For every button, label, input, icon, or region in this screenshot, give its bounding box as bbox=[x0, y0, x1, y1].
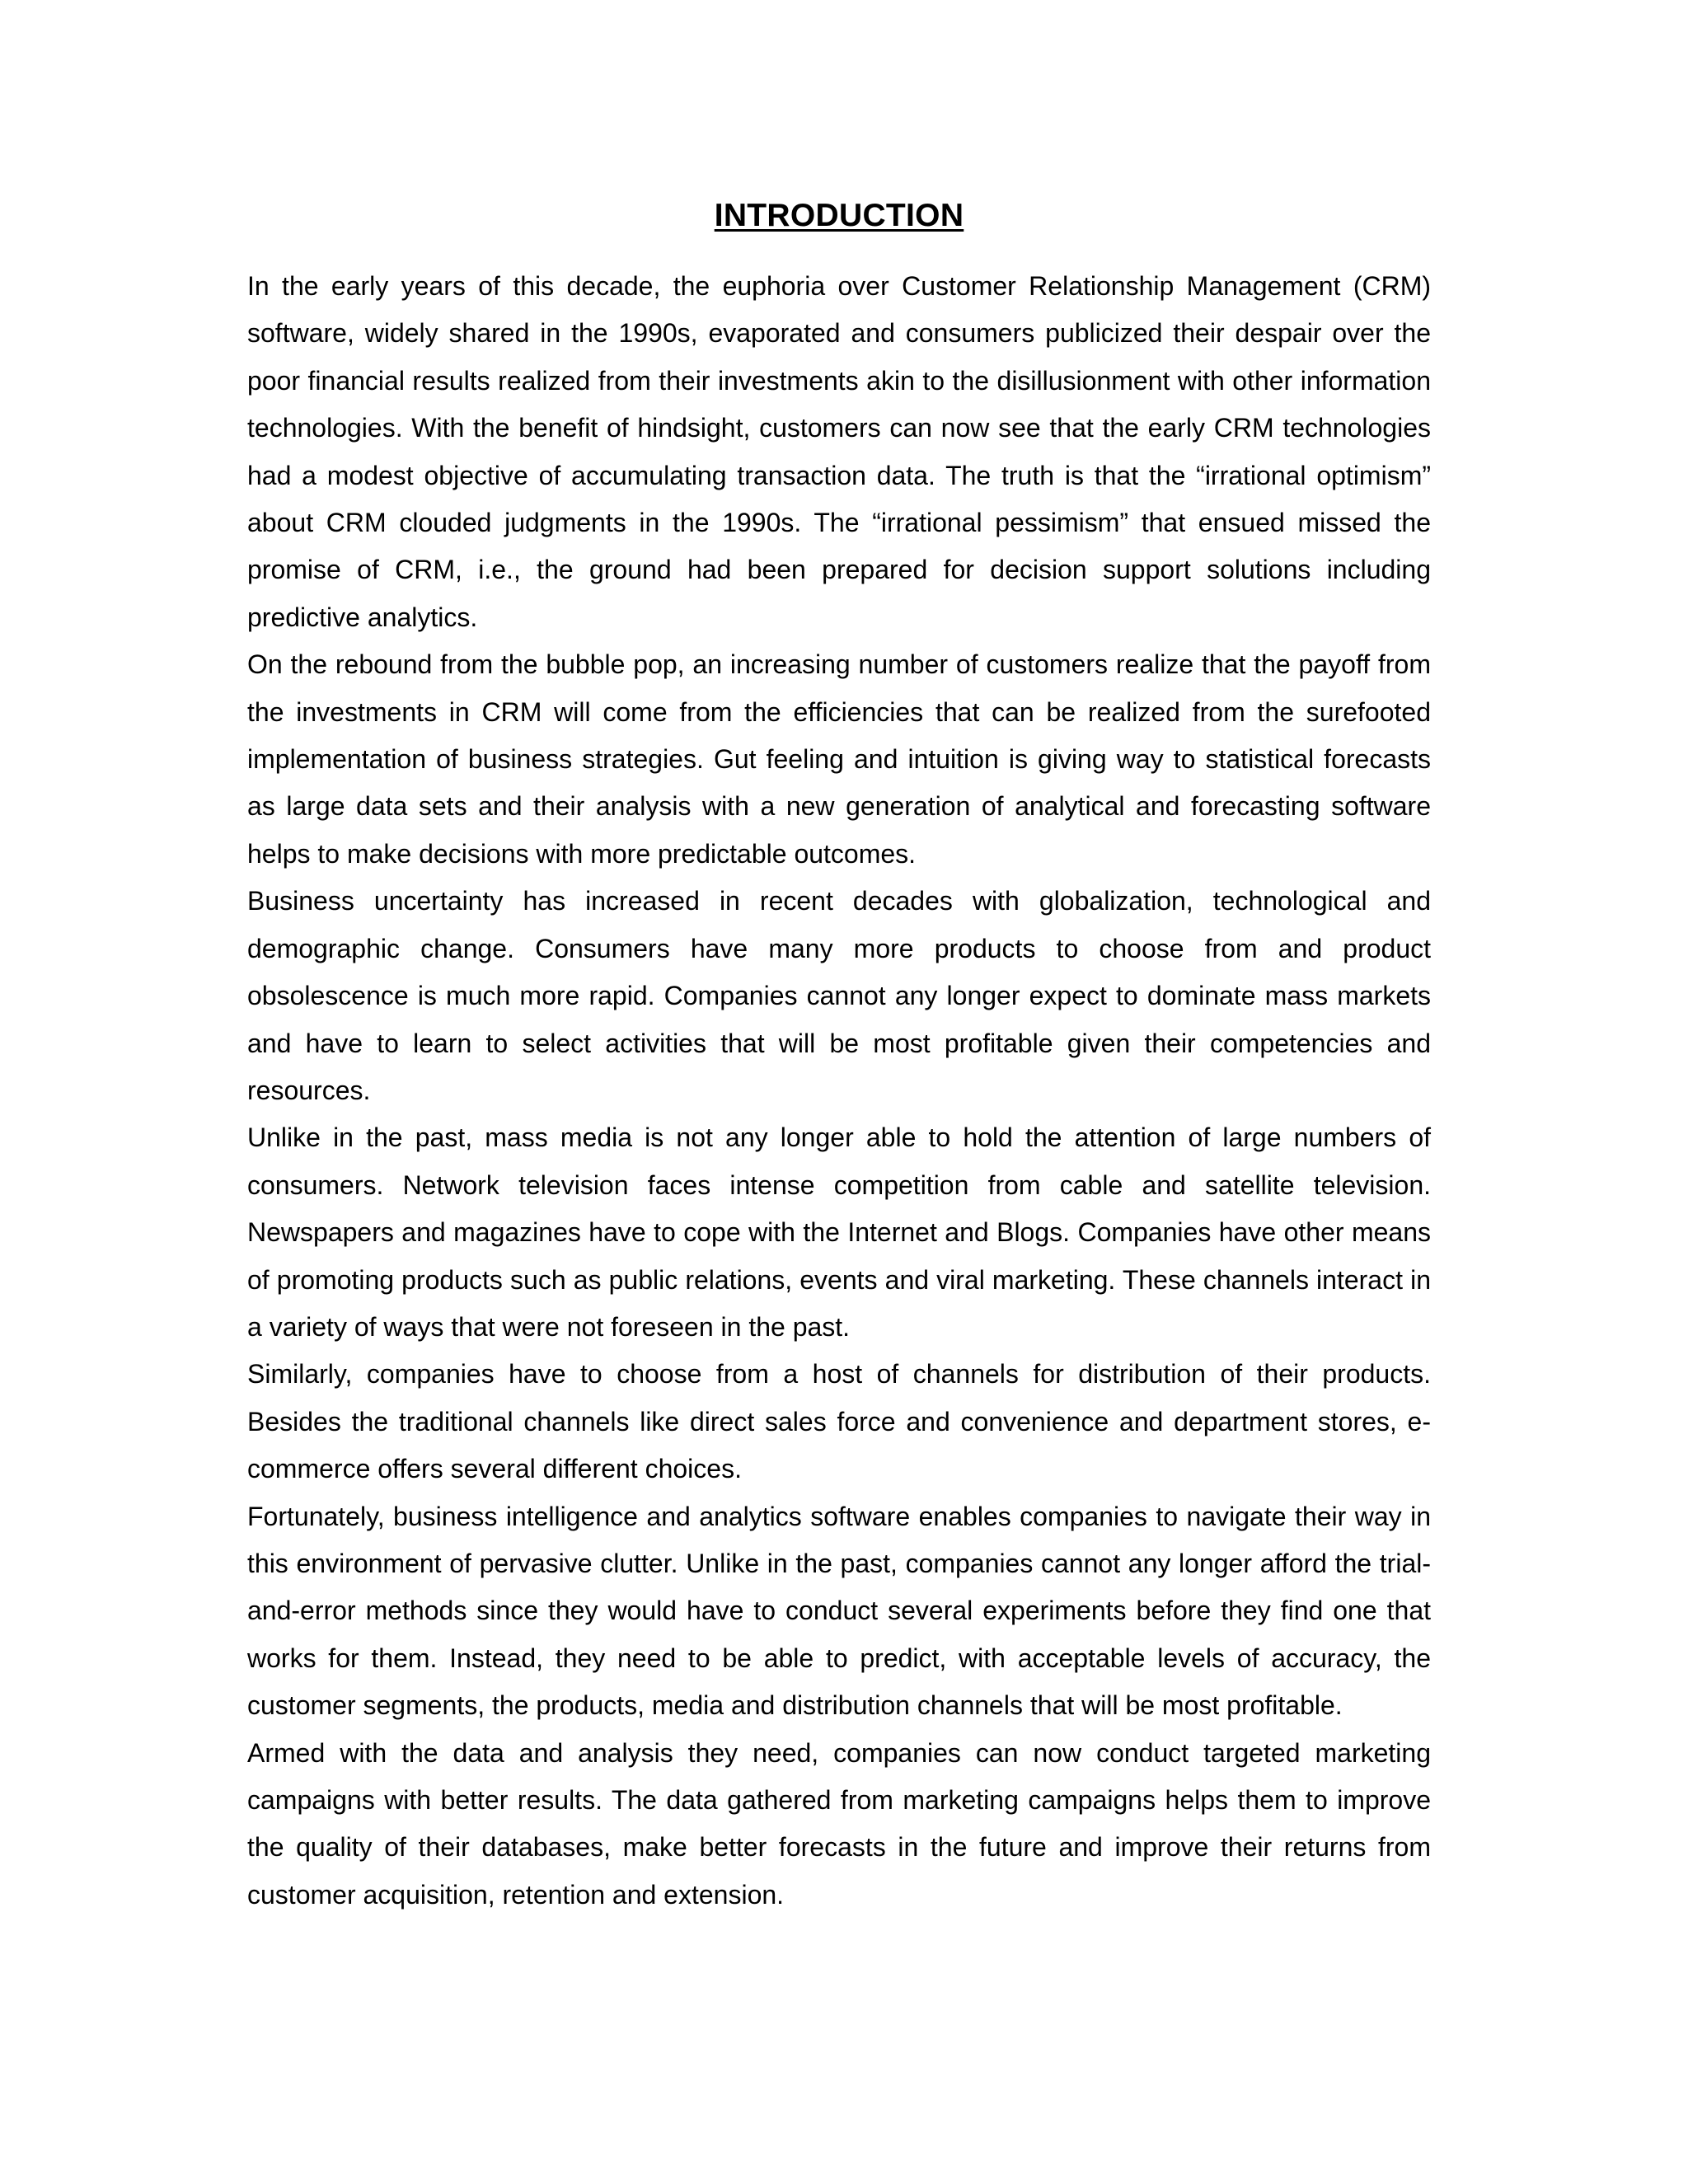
paragraph-distribution-channels: Similarly, companies have to choose from a host of channels for distribution of their products. Besides the traditional channels like direct sales force and convenience and department stores, e-commerce offers several different choices. bbox=[247, 1359, 1431, 1484]
paragraph-targeted-marketing: Armed with the data and analysis they need, companies can now conduct targeted marketing campaigns with better results. The data gathered from marketing campaigns helps them to improve the quality of their databases, make better forecasts in the future and improve their returns from customer acquisition, retention and extension. bbox=[247, 1737, 1431, 1910]
paragraph-rebound: On the rebound from the bubble pop, an increasing number of customers realize that the payoff from the investments in CRM will come from the efficiencies that can be realized from the surefooted implementation of business strategies. Gut feeling and intuition is giving way to statistical forecasts as large data sets and their analysis with a new generation of analytical and forecasting software helps to make decisions with more predictable outcomes. bbox=[247, 649, 1431, 869]
paragraph-business-intelligence: Fortunately, business intelligence and analytics software enables companies to navigate their way in this environment of pervasive clutter. Unlike in the past, companies cannot any longer afford the trial-and-error methods since they would have to conduct several experiments before they find one that works for them. Instead, they need to be able to predict, with acceptable levels of accuracy, the customer segments, the products, media and distribution channels that will be most profitable. bbox=[247, 1501, 1431, 1721]
paragraph-crm-euphoria: In the early years of this decade, the euphoria over Customer Relationship Management (CRM) software, widely shared in the 1990s, evaporated and consumers publicized their despair over the poor financial results realized from their investments akin to the disillusionment with other information technologies. With the benefit of hindsight, customers can now see that the early CRM technologies had a modest objective of accumulating transaction data. The truth is that the “irrational optimism” about CRM clouded judgments in the 1990s. The “irrational pessimism” that ensued missed the promise of CRM, i.e., the ground had been prepared for decision support solutions including predictive analytics. bbox=[247, 271, 1431, 632]
paragraph-business-uncertainty: Business uncertainty has increased in recent decades with globalization, technological and demographic change. Consumers have many more products to choose from and product obsolescence is much more rapid. Companies cannot any longer expect to dominate mass markets and have to learn to select activities that will be most profitable given their competencies and resources. bbox=[247, 886, 1431, 1105]
paragraph-mass-media: Unlike in the past, mass media is not any longer able to hold the attention of large numbers of consumers. Network television faces intense competition from cable and satellite television. Newspapers and magazines have to cope with the Internet and Blogs. Companies have other means of promoting products such as public relations, events and viral marketing. These channels interact in a variety of ways that were not foreseen in the past. bbox=[247, 1122, 1431, 1342]
document-body bbox=[247, 194, 1431, 1919]
page-title: INTRODUCTION bbox=[714, 198, 964, 233]
